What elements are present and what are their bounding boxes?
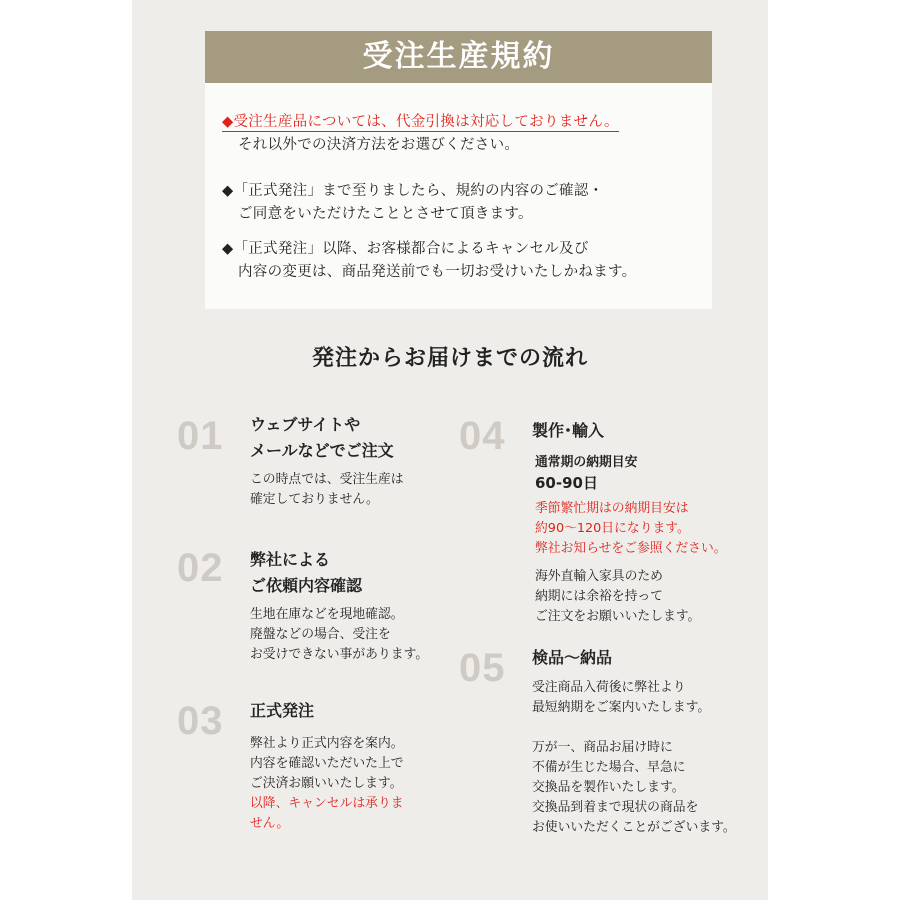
lead-time: 60-90日 <box>535 474 598 492</box>
term-item-1 <box>222 111 619 157</box>
step-number: 01 <box>177 414 224 458</box>
step-number: 04 <box>459 414 506 458</box>
step-body: この時点では、受注生産は 確定しておりません。 <box>250 472 404 507</box>
flow-title: 発注からお届けまでの流れ <box>311 346 588 371</box>
step-body: 通常期の納期目安 60-90日 季節繁忙期はの納期目安は 約90〜120日になります。 弊社お知らせをご参照ください。 海外直輸入家具のため 納期には余裕を持って ご注文をお願いいたします。 <box>535 455 727 624</box>
term-line: それ以外での決済方法をお選びください。 <box>238 137 520 153</box>
term-line: ◆「正式発注」以降、お客様都合によるキャンセル及び <box>222 241 589 257</box>
step-number: 05 <box>459 646 506 690</box>
step-title: 弊社による ご依頼内容確認 <box>250 550 363 595</box>
terms-title: 受注生産規約 <box>205 31 712 83</box>
step-title: 検品〜納品 <box>532 648 613 667</box>
term-item-3 <box>222 238 636 284</box>
step-body: 生地在庫などを現地確認。 廃盤などの場合、受注を お受けできない事があります。 <box>250 607 429 662</box>
term-line: ご同意をいただけたこととさせて頂きます。 <box>238 206 533 222</box>
term-item-2 <box>222 180 603 226</box>
step-number: 02 <box>177 546 224 590</box>
term-line: 内容の変更は、商品発送前でも一切お受けいたしかねます。 <box>238 264 637 280</box>
step-title: 製作･輸入 <box>532 421 605 440</box>
step-title: 正式発注 <box>250 701 315 720</box>
step-body: 受注商品入荷後に弊社より 最短納期をご案内いたします。 万が一、商品お届け時に 不備が生じた場合、早急に 交換品を製作いたします。 交換品到着まで現状の商品を お使いいただくことがございます。 <box>532 680 736 835</box>
term-line: ◆受注生産品については、代金引換は対応しておりません。 <box>222 114 619 130</box>
step-title: ウェブサイトや メールなどでご注文 <box>250 415 394 460</box>
step-number: 03 <box>177 699 224 743</box>
term-line: ◆「正式発注」まで至りましたら、規約の内容のご確認・ <box>222 183 604 199</box>
step-body: 弊社より正式内容を案内。 内容を確認いただいた上で ご決済お願いいたします。 以降、キャンセルは承りま せん。 <box>250 736 404 831</box>
